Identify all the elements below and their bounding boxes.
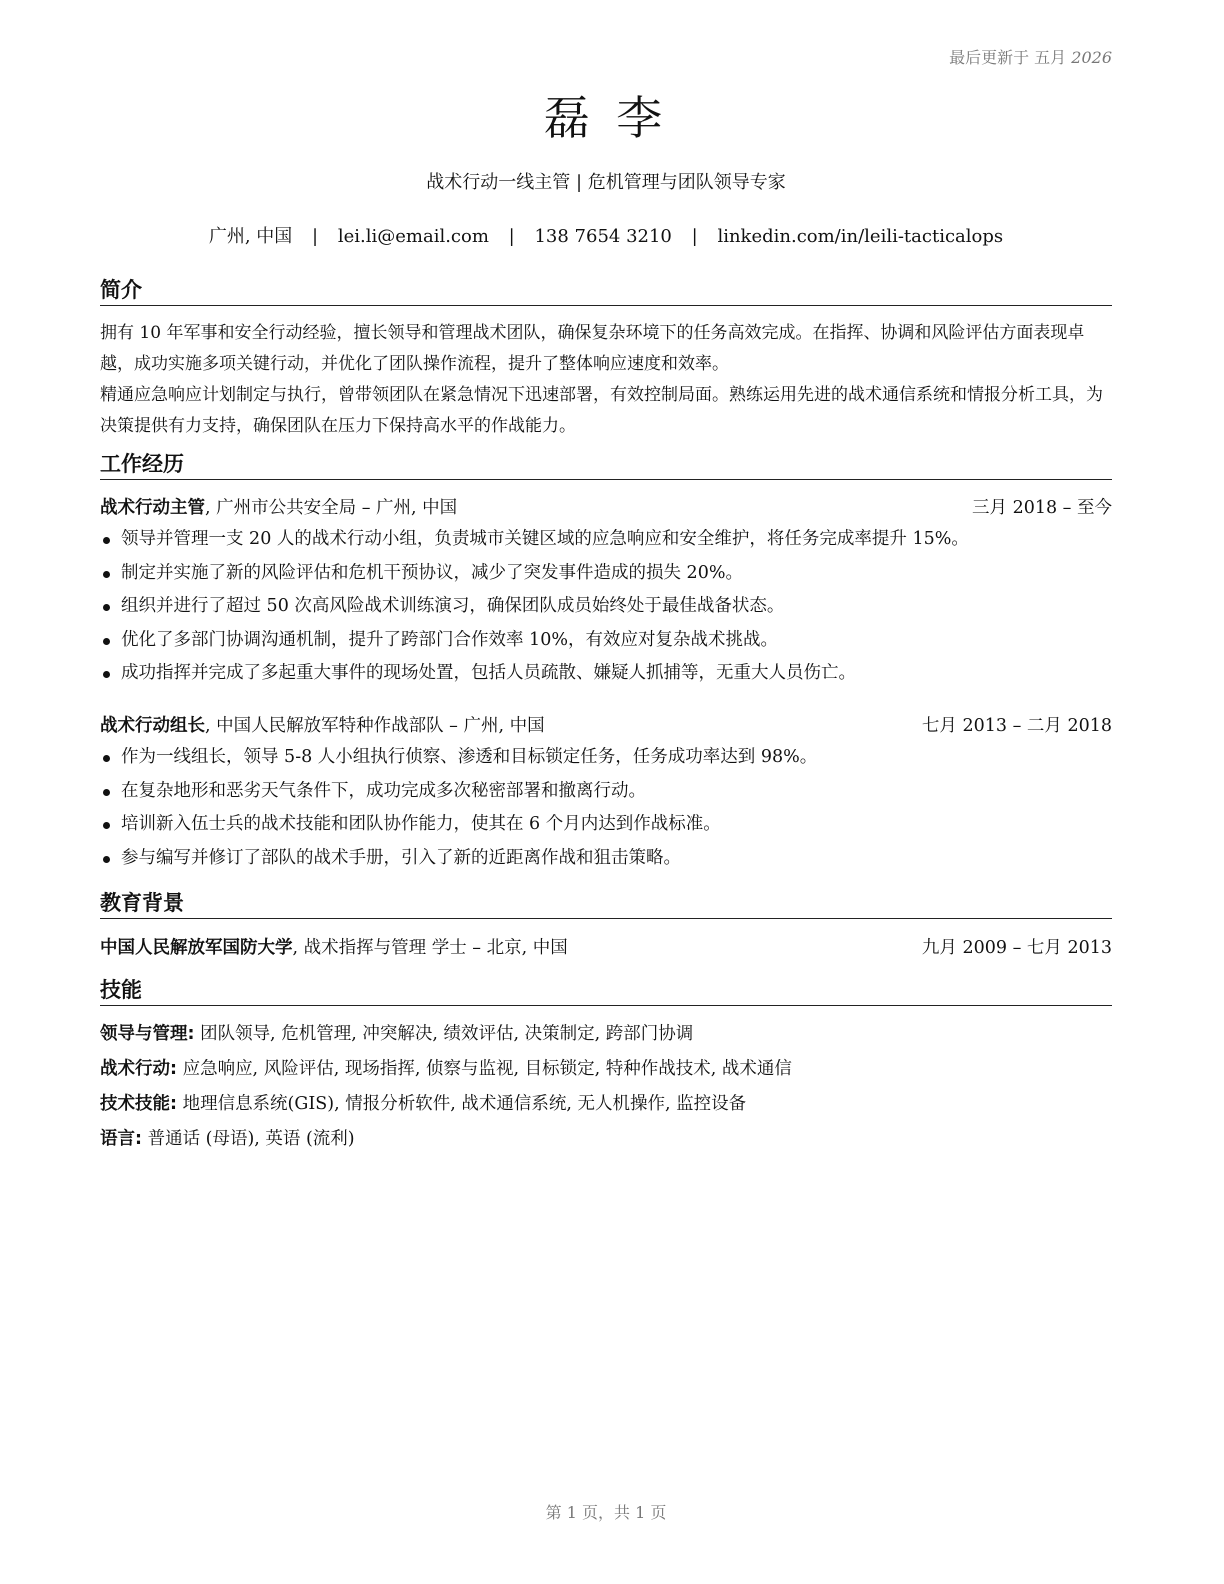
skill-row xyxy=(100,1122,1112,1157)
contact-linkedin-link[interactable]: linkedin.com/in/leili-tacticalops xyxy=(717,226,1004,247)
job-header xyxy=(100,713,1112,739)
job-bullet: 参与编写并修订了部队的战术手册，引入了新的近距离作战和狙击策略。 xyxy=(100,842,1112,876)
last-updated xyxy=(949,45,1112,68)
skill-row xyxy=(100,1052,1112,1087)
job-org: , 广州市公共安全局 – 广州, 中国 xyxy=(205,498,458,518)
section-title-education: 教育背景 xyxy=(100,889,1112,919)
job-dates: 三月 2018 – 至今 xyxy=(972,498,1112,518)
last-updated-label: 最后更新于 五月 xyxy=(949,48,1067,67)
job-dates: 七月 2013 – 二月 2018 xyxy=(921,716,1112,736)
job-header xyxy=(100,495,1112,521)
job-org: , 中国人民解放军特种作战部队 – 广州, 中国 xyxy=(205,716,545,736)
skill-label: 技术技能: xyxy=(100,1094,177,1114)
skill-label: 领导与管理: xyxy=(100,1024,195,1044)
summary-paragraph: 精通应急响应计划制定与执行，曾带领团队在紧急情况下迅速部署，有效控制局面。熟练运用先进的战术通信系统和情报分析工具，为决策提供有力支持，确保团队在压力下保持高水平的作战能力。 xyxy=(100,385,1103,436)
skill-value: 应急响应, 风险评估, 现场指挥, 侦察与监视, 目标锁定, 特种作战技术, 战术通信 xyxy=(177,1059,792,1079)
candidate-name: 磊 李 xyxy=(543,91,669,145)
job-bullet: 组织并进行了超过 50 次高风险战术训练演习，确保团队成员始终处于最佳战备状态。 xyxy=(100,590,1112,624)
contact-separator: | xyxy=(508,226,515,247)
job-bullet: 培训新入伍士兵的战术技能和团队协作能力，使其在 6 个月内达到作战标准。 xyxy=(100,808,1112,842)
contact-email-link[interactable]: lei.li@email.com xyxy=(337,226,489,247)
skill-label: 语言: xyxy=(100,1129,142,1149)
job-bullets xyxy=(100,523,1112,691)
contact-line xyxy=(100,224,1112,250)
contact-phone: 138 7654 3210 xyxy=(534,226,672,247)
skills-list xyxy=(100,1017,1112,1157)
contact-separator: | xyxy=(312,226,319,247)
contact-separator: | xyxy=(691,226,698,247)
last-updated-year: 2026 xyxy=(1071,48,1112,67)
education-school: 中国人民解放军国防大学 xyxy=(100,938,293,958)
skill-label: 战术行动: xyxy=(100,1059,177,1079)
resume-page xyxy=(100,0,1112,1584)
job-bullet: 在复杂地形和恶劣天气条件下，成功完成多次秘密部署和撤离行动。 xyxy=(100,775,1112,809)
skill-value: 地理信息系统(GIS), 情报分析软件, 战术通信系统, 无人机操作, 监控设备 xyxy=(177,1094,747,1114)
job-bullets xyxy=(100,741,1112,875)
skill-row xyxy=(100,1087,1112,1122)
job-role: 战术行动组长 xyxy=(100,716,205,736)
job-title-org xyxy=(100,495,457,521)
job-bullet: 领导并管理一支 20 人的战术行动小组，负责城市关键区域的应急响应和安全维护，将任务完成率提升 15%。 xyxy=(100,523,1112,557)
section-title-experience: 工作经历 xyxy=(100,450,1112,480)
education-entry xyxy=(100,935,1112,961)
skill-row xyxy=(100,1017,1112,1052)
skill-value: 团队领导, 危机管理, 冲突解决, 绩效评估, 决策制定, 跨部门协调 xyxy=(194,1024,694,1044)
education-dates: 九月 2009 – 七月 2013 xyxy=(921,938,1112,958)
job-bullet: 作为一线组长，领导 5-8 人小组执行侦察、渗透和目标锁定任务，任务成功率达到 98%。 xyxy=(100,741,1112,775)
job-bullet: 制定并实施了新的风险评估和危机干预协议，减少了突发事件造成的损失 20%。 xyxy=(100,557,1112,591)
candidate-headline: 战术行动一线主管 | 危机管理与团队领导专家 xyxy=(426,172,786,193)
job-title-org xyxy=(100,713,545,739)
skill-value: 普通话 (母语), 英语 (流利) xyxy=(142,1129,355,1149)
job-role: 战术行动主管 xyxy=(100,498,205,518)
education-detail: , 战术指挥与管理 学士 – 北京, 中国 xyxy=(292,938,568,958)
education-school-degree xyxy=(100,935,568,961)
summary-paragraph: 拥有 10 年军事和安全行动经验，擅长领导和管理战术团队，确保复杂环境下的任务高效完成。在指挥、协调和风险评估方面表现卓越，成功实施多项关键行动，并优化了团队操作流程，提升了整体响应速度和效率。 xyxy=(100,323,1085,374)
page-number: 第 1 页，共 1 页 xyxy=(545,1503,667,1522)
job-bullet: 优化了多部门协调沟通机制，提升了跨部门合作效率 10%，有效应对复杂战术挑战。 xyxy=(100,624,1112,658)
section-title-summary: 简介 xyxy=(100,276,1112,306)
contact-location: 广州, 中国 xyxy=(208,226,293,247)
section-title-skills: 技能 xyxy=(100,976,1112,1006)
job-bullet: 成功指挥并完成了多起重大事件的现场处置，包括人员疏散、嫌疑人抓捕等，无重大人员伤亡。 xyxy=(100,657,1112,691)
